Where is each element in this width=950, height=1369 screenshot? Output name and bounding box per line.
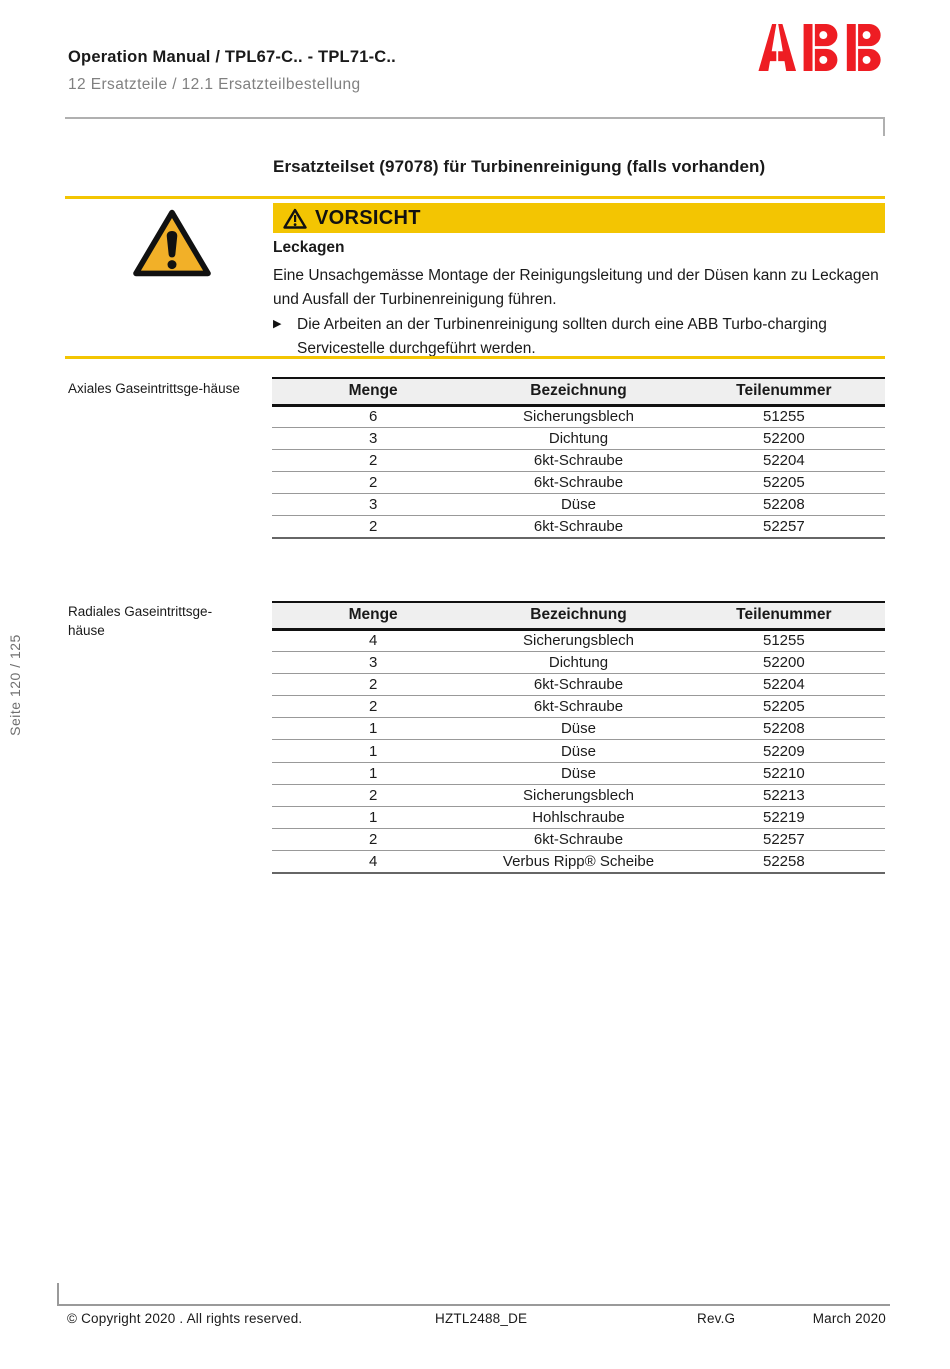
header-divider	[65, 117, 885, 119]
warning-bullet-item	[273, 313, 873, 360]
spare-parts-table-radial	[272, 601, 885, 874]
table-cell: 52205	[683, 472, 885, 494]
table-cell: Düse	[474, 740, 682, 762]
table-cell: 1	[272, 740, 474, 762]
column-header: Bezeichnung	[474, 378, 682, 405]
breadcrumb: 12 Ersatzteile / 12.1 Ersatzteilbestellung	[68, 76, 361, 93]
table-cell: 2	[272, 784, 474, 806]
table-cell: 1	[272, 718, 474, 740]
footer-date: March 2020	[812, 1311, 886, 1326]
table-cell: Sicherungsblech	[523, 408, 634, 426]
table-cell: 2	[272, 472, 474, 494]
column-header: Bezeichnung	[474, 602, 682, 629]
table-cell: 2	[272, 696, 474, 718]
table-cell: 52219	[683, 807, 885, 829]
table-cell: 4	[272, 851, 474, 873]
table-cell: 51255	[762, 632, 805, 650]
table-cell: 6	[368, 408, 378, 426]
table-row	[272, 405, 885, 427]
table-row	[272, 629, 885, 651]
table-cell: 52200	[683, 427, 885, 449]
warning-top-rule	[65, 196, 885, 199]
table-cell: 51255	[762, 408, 805, 426]
table-row	[272, 740, 885, 762]
table-cell: Verbus Ripp® Scheibe	[474, 851, 682, 873]
warning-severity-label: VORSICHT	[315, 206, 421, 229]
table-row	[272, 829, 885, 851]
table-cell: 52208	[683, 718, 885, 740]
table-row	[272, 673, 885, 695]
table-row	[272, 449, 885, 471]
table-cell: 52257	[683, 516, 885, 538]
table-cell: Hohlschraube	[474, 807, 682, 829]
table-cell: Düse	[474, 718, 682, 740]
table-row	[272, 807, 885, 829]
table-cell: 2	[272, 829, 474, 851]
section-title: Ersatzteilset (97078) für Turbinenreinigung (falls vorhanden)	[273, 157, 766, 176]
table-cell: Düse	[474, 494, 682, 516]
table-row	[272, 718, 885, 740]
table-cell: 6kt-Schraube	[474, 472, 682, 494]
table-cell: 52205	[683, 696, 885, 718]
table-cell: 52257	[683, 829, 885, 851]
table-cell: Sicherungsblech	[474, 784, 682, 806]
table-cell: Sicherungsblech	[523, 632, 634, 650]
warning-severity-band	[273, 203, 885, 233]
table-cell: 6kt-Schraube	[474, 696, 682, 718]
warning-body-text: Eine Unsachgemässe Montage der Reinigungsleitung und der Düsen kann zu Leckagen und Ausfall der Turbinenreinigung führen.	[273, 267, 879, 308]
footer-revision: Rev.G	[697, 1311, 736, 1326]
table-cell: 6kt-Schraube	[474, 449, 682, 471]
column-header: Teilenummer	[683, 378, 885, 405]
footer-copyright: © Copyright 2020 . All rights reserved.	[67, 1311, 303, 1326]
table-cell: 52204	[683, 673, 885, 695]
table-header-row	[272, 602, 885, 629]
table-cell: Düse	[474, 762, 682, 784]
footer-divider	[57, 1304, 890, 1306]
table-cell: 6kt-Schraube	[474, 829, 682, 851]
spare-parts-table-axial	[272, 377, 885, 539]
table-row	[272, 651, 885, 673]
table-cell: 52200	[683, 651, 885, 673]
warning-bullet-text: Die Arbeiten an der Turbinenreinigung sollten durch eine ABB Turbo-charging Servicestelle durchgeführt werden.	[297, 316, 827, 357]
column-header: Teilenummer	[683, 602, 885, 629]
table-cell: 4	[368, 632, 378, 650]
table-cell: 52208	[683, 494, 885, 516]
table-row	[272, 784, 885, 806]
bullet-arrow-icon: ▶	[273, 318, 282, 330]
warning-triangle-icon	[132, 206, 212, 280]
table-cell: 52209	[683, 740, 885, 762]
table-cell: 3	[272, 427, 474, 449]
table-cell: 1	[272, 762, 474, 784]
table-cell: Dichtung	[474, 427, 682, 449]
table-row	[272, 516, 885, 538]
footer-divider-tick	[57, 1283, 59, 1306]
table-cell: 52258	[683, 851, 885, 873]
table-row	[272, 696, 885, 718]
caution-triangle-icon	[283, 208, 307, 229]
document-title: Operation Manual / TPL67-C.. - TPL71-C..	[68, 48, 396, 66]
warning-heading: Leckagen	[273, 239, 345, 256]
abb-logo-icon	[755, 24, 886, 71]
table-cell: 52210	[683, 762, 885, 784]
table-cell: 6kt-Schraube	[474, 516, 682, 538]
page-number-sidebar: Seite 120 / 125	[7, 634, 23, 736]
table-cell: 52204	[683, 449, 885, 471]
table-row	[272, 494, 885, 516]
table-cell: 6kt-Schraube	[474, 673, 682, 695]
table-label-radial-housing: Radiales Gaseintrittsge-häuse	[68, 604, 213, 638]
table-cell: 3	[272, 651, 474, 673]
header-divider-tick	[883, 117, 885, 136]
table-row	[272, 762, 885, 784]
column-header: Menge	[272, 602, 474, 629]
table-label-axial-housing: Axiales Gaseintrittsge-häuse	[68, 381, 240, 396]
table-row	[272, 427, 885, 449]
table-header-row	[272, 378, 885, 405]
table-cell: Dichtung	[474, 651, 682, 673]
warning-bottom-rule	[65, 356, 885, 359]
table-cell: 1	[272, 807, 474, 829]
footer-document-id: HZTL2488_DE	[435, 1311, 528, 1326]
table-cell: 2	[272, 516, 474, 538]
table-row	[272, 472, 885, 494]
column-header: Menge	[272, 378, 474, 405]
table-cell: 52213	[683, 784, 885, 806]
table-cell: 2	[272, 673, 474, 695]
table-row	[272, 851, 885, 873]
table-cell: 2	[272, 449, 474, 471]
table-cell: 3	[272, 494, 474, 516]
